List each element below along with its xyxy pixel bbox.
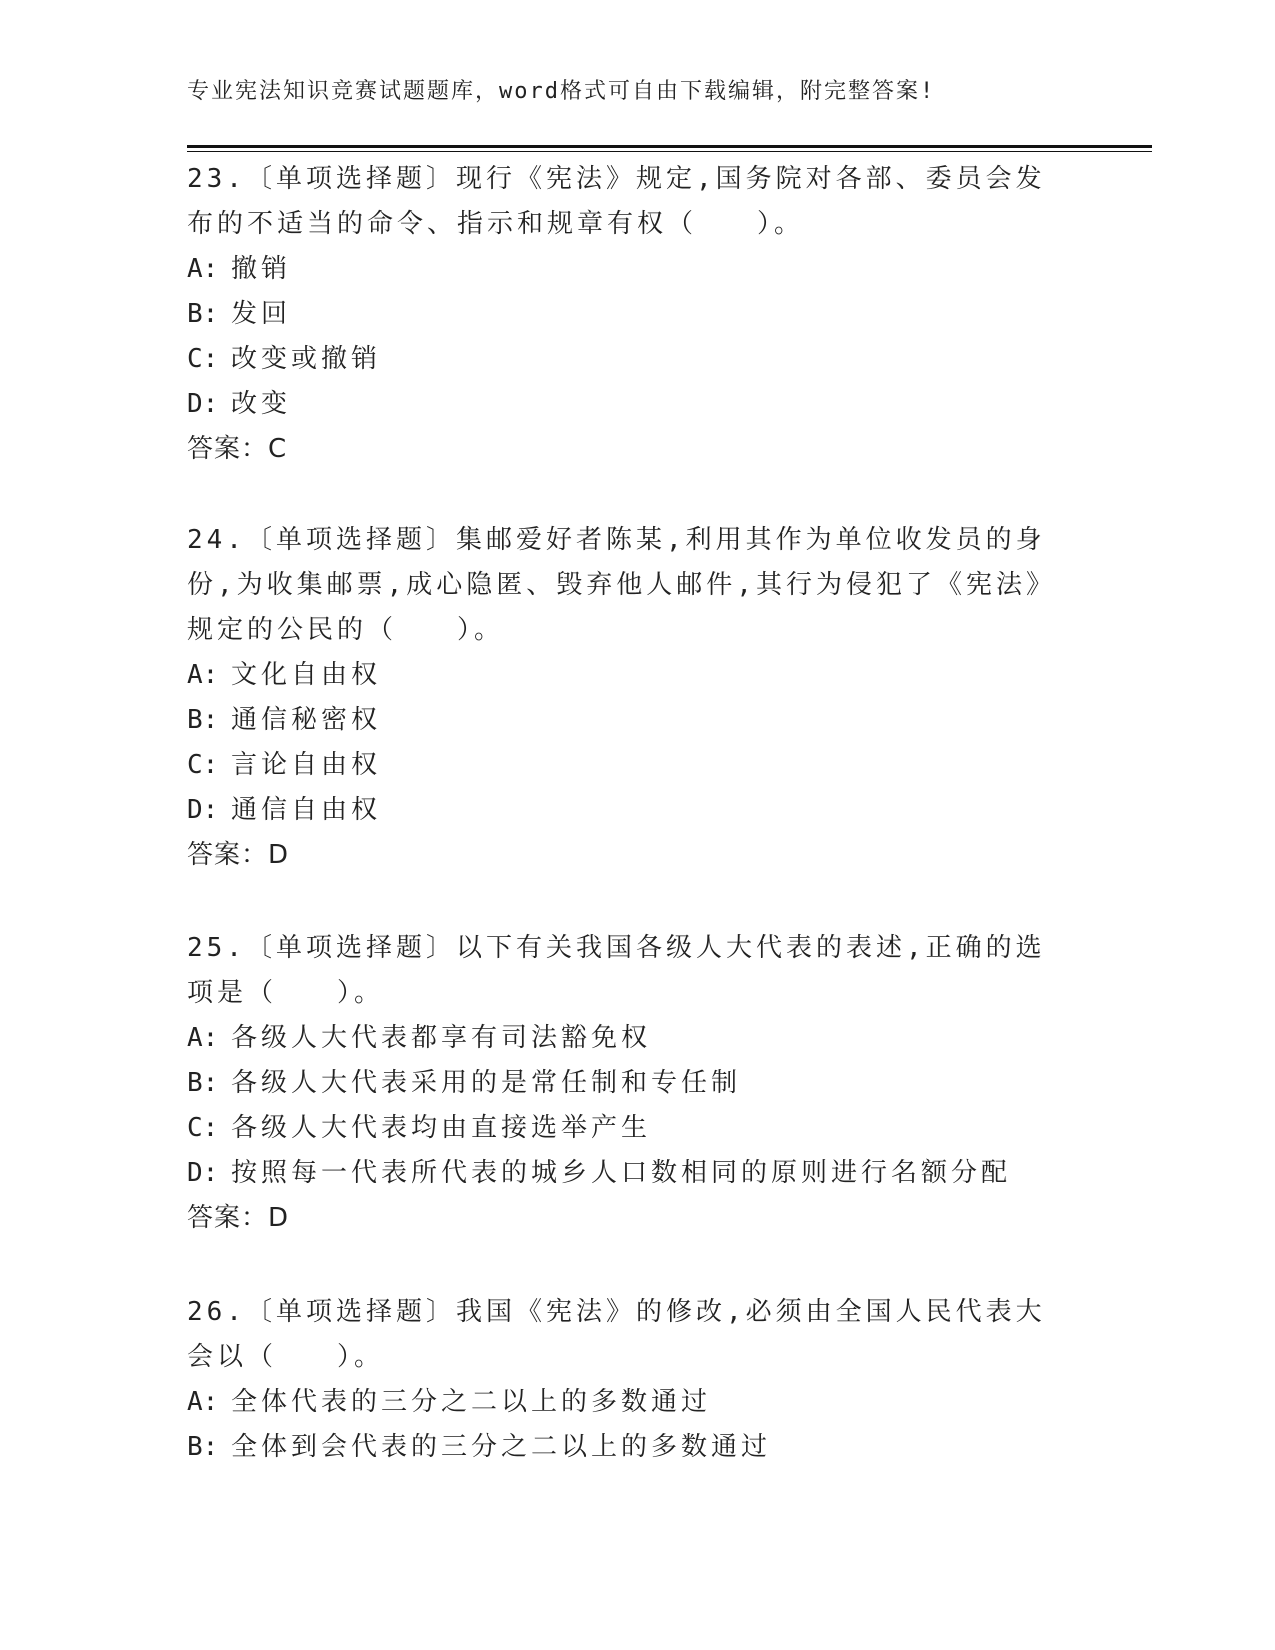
option-key: D: xyxy=(187,1158,219,1188)
answer-line: 答案：D xyxy=(187,1203,290,1233)
option-key: B: xyxy=(187,1432,219,1462)
option-key: B: xyxy=(187,1068,219,1098)
option-key: A: xyxy=(187,1023,219,1053)
option-c xyxy=(187,1106,1067,1151)
question-stem: 25.〔单项选择题〕以下有关我国各级人大代表的表述,正确的选项是（ ）。 xyxy=(187,933,1046,1008)
option-text: 各级人大代表都享有司法豁免权 xyxy=(231,1023,652,1053)
option-key: C: xyxy=(187,1113,219,1143)
option-text: 通信自由权 xyxy=(231,795,382,825)
option-d xyxy=(187,1151,1067,1196)
option-c xyxy=(187,743,1067,788)
option-key: D: xyxy=(187,389,219,419)
option-a xyxy=(187,653,1067,698)
option-key: A: xyxy=(187,1387,219,1417)
answer-line: 答案：D xyxy=(187,840,290,870)
option-text: 通信秘密权 xyxy=(231,705,382,735)
option-key: A: xyxy=(187,254,219,284)
option-text: 按照每一代表所代表的城乡人口数相同的原则进行名额分配 xyxy=(231,1158,1012,1188)
header-divider-thin xyxy=(187,151,1152,152)
option-text: 全体代表的三分之二以上的多数通过 xyxy=(231,1387,712,1417)
option-b xyxy=(187,698,1067,743)
option-text: 发回 xyxy=(231,299,292,329)
option-text: 改变或撤销 xyxy=(231,344,382,374)
question-stem: 23.〔单项选择题〕现行《宪法》规定,国务院对各部、委员会发布的不适当的命令、指示和规章有权（ ）。 xyxy=(187,164,1046,239)
option-text: 文化自由权 xyxy=(231,660,382,690)
question-stem: 26.〔单项选择题〕我国《宪法》的修改,必须由全国人民代表大会以（ ）。 xyxy=(187,1297,1046,1372)
option-a xyxy=(187,247,1067,292)
option-text: 各级人大代表采用的是常任制和专任制 xyxy=(231,1068,742,1098)
question-24 xyxy=(187,518,1067,878)
option-text: 撤销 xyxy=(231,254,292,284)
option-d xyxy=(187,788,1067,833)
answer-line: 答案：C xyxy=(187,434,288,464)
question-23 xyxy=(187,157,1067,472)
page-header-title: 专业宪法知识竞赛试题题库，word格式可自由下载编辑，附完整答案! xyxy=(187,79,936,104)
option-text: 各级人大代表均由直接选举产生 xyxy=(231,1113,652,1143)
option-key: B: xyxy=(187,705,219,735)
option-key: A: xyxy=(187,660,219,690)
option-text: 改变 xyxy=(231,389,292,419)
option-a xyxy=(187,1380,1067,1425)
option-b xyxy=(187,292,1067,337)
option-key: C: xyxy=(187,344,219,374)
option-text: 全体到会代表的三分之二以上的多数通过 xyxy=(231,1432,772,1462)
option-d xyxy=(187,382,1067,427)
question-stem: 24.〔单项选择题〕集邮爱好者陈某,利用其作为单位收发员的身份,为收集邮票,成心隐匿、毁弃他人邮件,其行为侵犯了《宪法》规定的公民的（ ）。 xyxy=(187,525,1056,645)
option-key: C: xyxy=(187,750,219,780)
question-25 xyxy=(187,926,1067,1241)
option-b xyxy=(187,1061,1067,1106)
option-c xyxy=(187,337,1067,382)
option-text: 言论自由权 xyxy=(231,750,382,780)
question-26 xyxy=(187,1290,1067,1470)
option-key: D: xyxy=(187,795,219,825)
option-a xyxy=(187,1016,1067,1061)
option-b xyxy=(187,1425,1067,1470)
option-key: B: xyxy=(187,299,219,329)
header-divider-thick xyxy=(187,145,1152,148)
